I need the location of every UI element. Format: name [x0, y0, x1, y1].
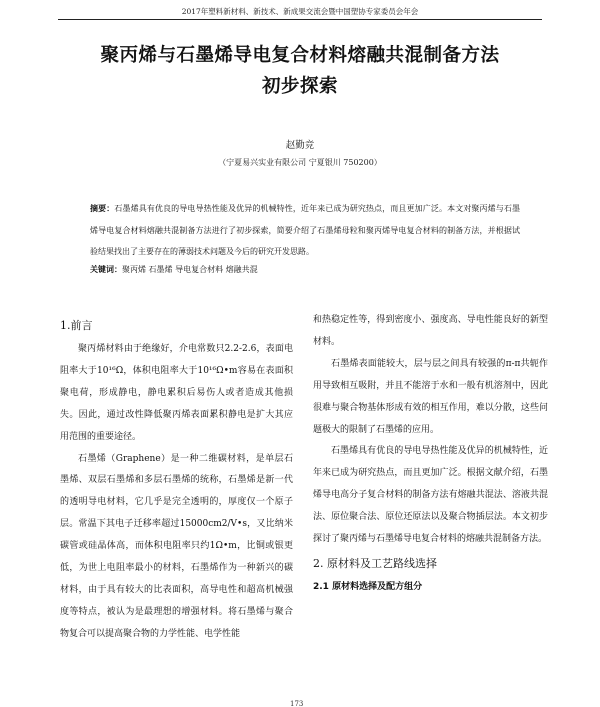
abstract — [90, 198, 520, 263]
title-line-2: 初步探索 — [261, 76, 338, 97]
paper-title — [30, 40, 570, 102]
section-2-1-heading: 2.1 原材料选择及配方组分 — [313, 581, 423, 592]
left-column — [60, 313, 293, 646]
keywords-text: 聚丙烯 石墨烯 导电复合材料 熔融共混 — [122, 265, 258, 274]
paragraph-continuation: 和热稳定性等，得到密度小、强度高、导电性能良好的新型材料。 — [313, 315, 548, 347]
author: 赵勤竞 — [285, 140, 315, 151]
affiliation: （宁夏易兴实业有限公司 宁夏银川 750200） — [218, 158, 382, 167]
abstract-label: 摘要： — [90, 204, 115, 213]
paragraph: 石墨烯（Graphene）是一种二维碳材料，是单层石墨烯、双层石墨烯和多层石墨烯的统称，石墨烯是新一代的透明导电材料，它几乎是完全透明的，厚度仅一个原子层。常温下其电子迁移率超过15000cm2/V•s，又比纳米碳管或硅晶体高，而体积电阻率只约1Ω•m，比铜或银更低，为世上电阻率最小的材料，石墨烯作为一种新兴的碳材料，由于具有较大的比表面积，高导电性和超高机械强度等特点，被认为是最理想的增强材料。将石墨烯与聚合物复合可以提高聚合物的力学性能、电学性能 — [60, 453, 293, 639]
section-1-heading: 1.前言 — [60, 319, 93, 332]
keywords — [90, 264, 520, 275]
right-column — [313, 310, 548, 599]
paragraph: 聚丙烯材料由于绝缘好，介电常数只2.2-2.6，表面电阻率大于10¹⁶Ω，体积电阻率大于10¹⁶Ω•m容易在表面积聚电荷，形成静电，静电累积后易伤人或者造成其他损失。因此，通过改性降低聚丙烯表面累积静电是扩大其应用范围的重要途径。 — [60, 344, 293, 442]
title-line-1: 聚丙烯与石墨烯导电复合材料熔融共混制备方法 — [100, 45, 500, 66]
abstract-text: 石墨烯具有优良的导电导热性能及优异的机械特性，近年来已成为研究热点，而且更加广泛。本文对聚丙烯与石墨烯导电复合材料熔融共混制备方法进行了初步探索，简要介绍了石墨烯母粒和聚丙烯导电复合材料的制备方法，并根据试验结果找出了主要存在的薄弱技术问题及今后的研究开发思路。 — [90, 204, 521, 256]
paragraph: 石墨烯具有优良的导电导热性能及优异的机械特性，近年来已成为研究热点，而且更加广泛。根据文献介绍，石墨烯导电高分子复合材料的制备方法有熔融共混法、溶液共混法、原位聚合法、原位还原法以及聚合物插层法。本文初步探讨了聚丙烯与石墨烯导电复合材料的熔融共混制备方法。 — [313, 446, 548, 545]
keywords-label: 关键词： — [90, 265, 122, 274]
section-2-heading: 2. 原材料及工艺路线选择 — [313, 556, 437, 570]
paragraph: 石墨烯表面能较大，层与层之间具有较强的π-π共轭作用导致相互吸附，并且不能溶于水和一般有机溶剂中，因此很难与聚合物基体形成有效的相互作用，难以分散，这些问题极大的限制了石墨烯的应用。 — [313, 358, 548, 435]
running-header: 2017年塑料新材料、新技术、新成果交流会暨中国塑协专家委员会年会 — [58, 6, 542, 20]
page-number: 173 — [290, 700, 304, 707]
